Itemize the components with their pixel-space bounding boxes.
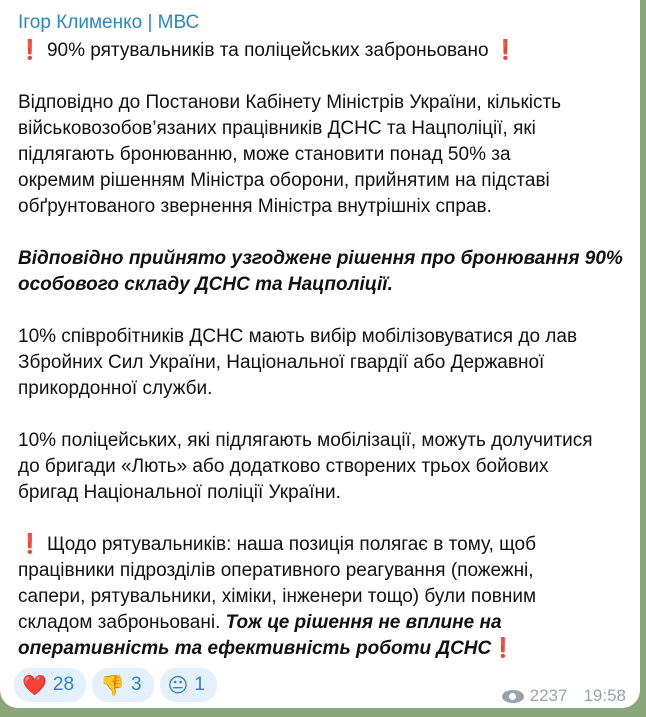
exclamation-icon: ❗	[18, 40, 42, 61]
paragraph-2: Відповідно прийнято узгоджене рішення про бронювання 90% особового складу ДСНС та Нацполіції.	[18, 248, 623, 295]
reaction-neutral-face[interactable]: 😐 1	[160, 668, 217, 702]
channel-author[interactable]: Ігор Клименко | МВС	[18, 12, 200, 33]
view-count: 2237	[529, 686, 568, 705]
paragraph-4: 10% поліцейських, які підлягають мобілізації, можуть долучитися до бригади «Лють» або додатково створених трьох бойових бригад Національної поліції України.	[18, 430, 593, 503]
message-meta	[502, 686, 626, 706]
paragraph-5: ❗ Щодо рятувальників: наша позиція полягає в тому, щоб працівники підрозділів оперативного реагування (пожежні, сапери, рятувальники, хіміки, інженери тощо) були повним складом заброньовані. Тож це рішення не вплине на оперативність та ефективність роботи ДСНС❗	[18, 534, 537, 659]
timestamp: 19:58	[583, 686, 626, 705]
exclamation-icon: ❗	[493, 40, 518, 61]
heart-icon: ❤️	[22, 674, 47, 697]
thumbs-down-icon: 👎	[100, 674, 125, 697]
paragraph-1: Відповідно до Постанови Кабінету Міністрів України, кількість військовозобов’язаних працівників ДСНС та Нацполіції, які підлягають бронюванню, може становити понад 50% за окремим рішенням Міністра оборони, прийнятим на підставі обґрунтованого звернення Міністра внутрішніх справ.	[18, 92, 562, 217]
headline: ❗ 90% рятувальників та поліцейських заброньовано ❗	[18, 40, 518, 61]
reactions-bar	[14, 668, 217, 702]
exclamation-icon: ❗	[491, 638, 515, 659]
exclamation-icon: ❗	[18, 534, 42, 555]
neutral-face-icon: 😐	[167, 674, 189, 697]
reaction-thumbs-down[interactable]: 👎 3	[92, 668, 153, 702]
paragraph-3: 10% співробітників ДСНС мають вибір мобілізовуватися до лав Збройних Сил України, Національної гвардії або Державної прикордонної служби.	[18, 326, 578, 399]
eye-icon	[502, 690, 524, 703]
reaction-heart[interactable]: ❤️ 28	[14, 668, 86, 702]
